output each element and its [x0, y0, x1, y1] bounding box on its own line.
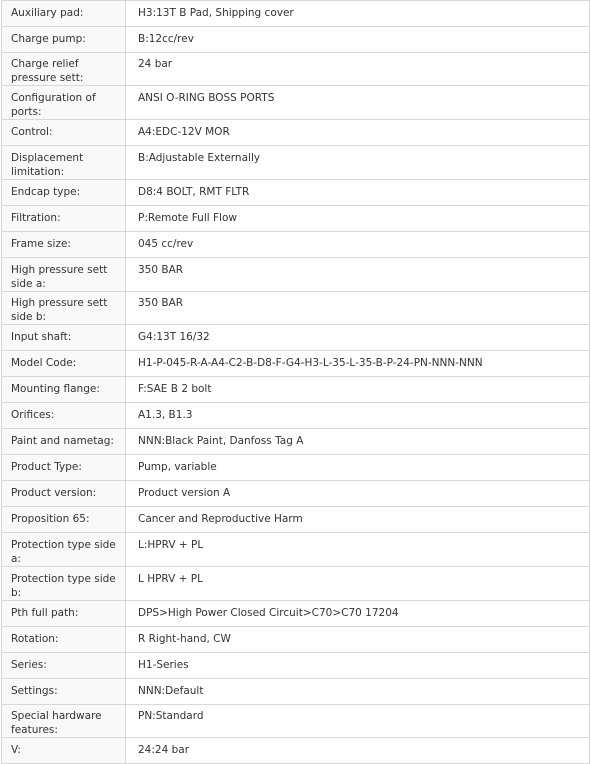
spec-value: Product version A [126, 481, 590, 507]
spec-row-high-pressure-side-b [2, 292, 590, 325]
spec-label: Mounting flange: [2, 377, 126, 403]
spec-row-rotation [2, 627, 590, 653]
spec-label: Rotation: [2, 627, 126, 653]
spec-row-frame-size [2, 232, 590, 258]
spec-value: B:Adjustable Externally [126, 146, 590, 180]
spec-label: High pressure sett side b: [2, 292, 126, 325]
spec-value: L HPRV + PL [126, 567, 590, 601]
spec-label: Protection type side a: [2, 533, 126, 567]
spec-label: Configuration of ports: [2, 86, 126, 120]
spec-row-mounting-flange [2, 377, 590, 403]
spec-row-paint-and-nametag [2, 429, 590, 455]
spec-value: 045 cc/rev [126, 232, 590, 258]
spec-label: Settings: [2, 679, 126, 705]
spec-row-input-shaft [2, 325, 590, 351]
spec-value: A1.3, B1.3 [126, 403, 590, 429]
spec-row-endcap-type [2, 180, 590, 206]
spec-label: Proposition 65: [2, 507, 126, 533]
spec-label: Input shaft: [2, 325, 126, 351]
spec-label: Orifices: [2, 403, 126, 429]
spec-value: A4:EDC-12V MOR [126, 120, 590, 146]
spec-row-protection-type-side-a [2, 533, 590, 567]
spec-value: B:12cc/rev [126, 27, 590, 53]
spec-row-auxiliary-pad [2, 1, 590, 27]
spec-row-displacement-limitation [2, 146, 590, 180]
spec-label: Frame size: [2, 232, 126, 258]
spec-value: ANSI O-RING BOSS PORTS [126, 86, 590, 120]
spec-row-high-pressure-side-a [2, 258, 590, 292]
spec-label: Product version: [2, 481, 126, 507]
specifications-table-body [2, 1, 590, 764]
spec-row-special-hardware-features [2, 705, 590, 738]
spec-value: NNN:Default [126, 679, 590, 705]
spec-row-model-code [2, 351, 590, 377]
spec-row-configuration-of-ports [2, 86, 590, 120]
spec-label: Charge relief pressure sett: [2, 53, 126, 86]
spec-row-control [2, 120, 590, 146]
spec-value: G4:13T 16/32 [126, 325, 590, 351]
spec-value: NNN:Black Paint, Danfoss Tag A [126, 429, 590, 455]
spec-label: Product Type: [2, 455, 126, 481]
spec-label: Auxiliary pad: [2, 1, 126, 27]
spec-value: 24 bar [126, 53, 590, 86]
spec-value: 350 BAR [126, 258, 590, 292]
specifications-table [1, 0, 590, 764]
spec-label: Charge pump: [2, 27, 126, 53]
spec-row-proposition-65 [2, 507, 590, 533]
spec-value: H1-P-045-R-A-A4-C2-B-D8-F-G4-H3-L-35-L-35-B-P-24-PN-NNN-NNN [126, 351, 590, 377]
spec-row-product-type [2, 455, 590, 481]
spec-row-charge-pump [2, 27, 590, 53]
spec-value: Cancer and Reproductive Harm [126, 507, 590, 533]
spec-value: DPS>High Power Closed Circuit>C70>C70 17204 [126, 601, 590, 627]
spec-row-filtration [2, 206, 590, 232]
spec-value: 350 BAR [126, 292, 590, 325]
spec-value: 24:24 bar [126, 738, 590, 764]
spec-value: H3:13T B Pad, Shipping cover [126, 1, 590, 27]
spec-label: Displacement limitation: [2, 146, 126, 180]
spec-row-v [2, 738, 590, 764]
spec-label: V: [2, 738, 126, 764]
spec-value: P:Remote Full Flow [126, 206, 590, 232]
spec-row-pth-full-path [2, 601, 590, 627]
spec-label: Special hardware features: [2, 705, 126, 738]
spec-value: H1-Series [126, 653, 590, 679]
spec-row-series [2, 653, 590, 679]
spec-row-orifices [2, 403, 590, 429]
spec-label: Paint and nametag: [2, 429, 126, 455]
spec-value: D8:4 BOLT, RMT FLTR [126, 180, 590, 206]
spec-label: High pressure sett side a: [2, 258, 126, 292]
spec-row-product-version [2, 481, 590, 507]
spec-label: Series: [2, 653, 126, 679]
spec-label: Pth full path: [2, 601, 126, 627]
spec-value: F:SAE B 2 bolt [126, 377, 590, 403]
spec-row-charge-relief-pressure [2, 53, 590, 86]
spec-label: Protection type side b: [2, 567, 126, 601]
spec-row-settings [2, 679, 590, 705]
spec-row-protection-type-side-b [2, 567, 590, 601]
spec-value: L:HPRV + PL [126, 533, 590, 567]
spec-label: Endcap type: [2, 180, 126, 206]
spec-value: Pump, variable [126, 455, 590, 481]
spec-value: R Right-hand, CW [126, 627, 590, 653]
spec-label: Filtration: [2, 206, 126, 232]
spec-value: PN:Standard [126, 705, 590, 738]
spec-label: Model Code: [2, 351, 126, 377]
spec-label: Control: [2, 120, 126, 146]
